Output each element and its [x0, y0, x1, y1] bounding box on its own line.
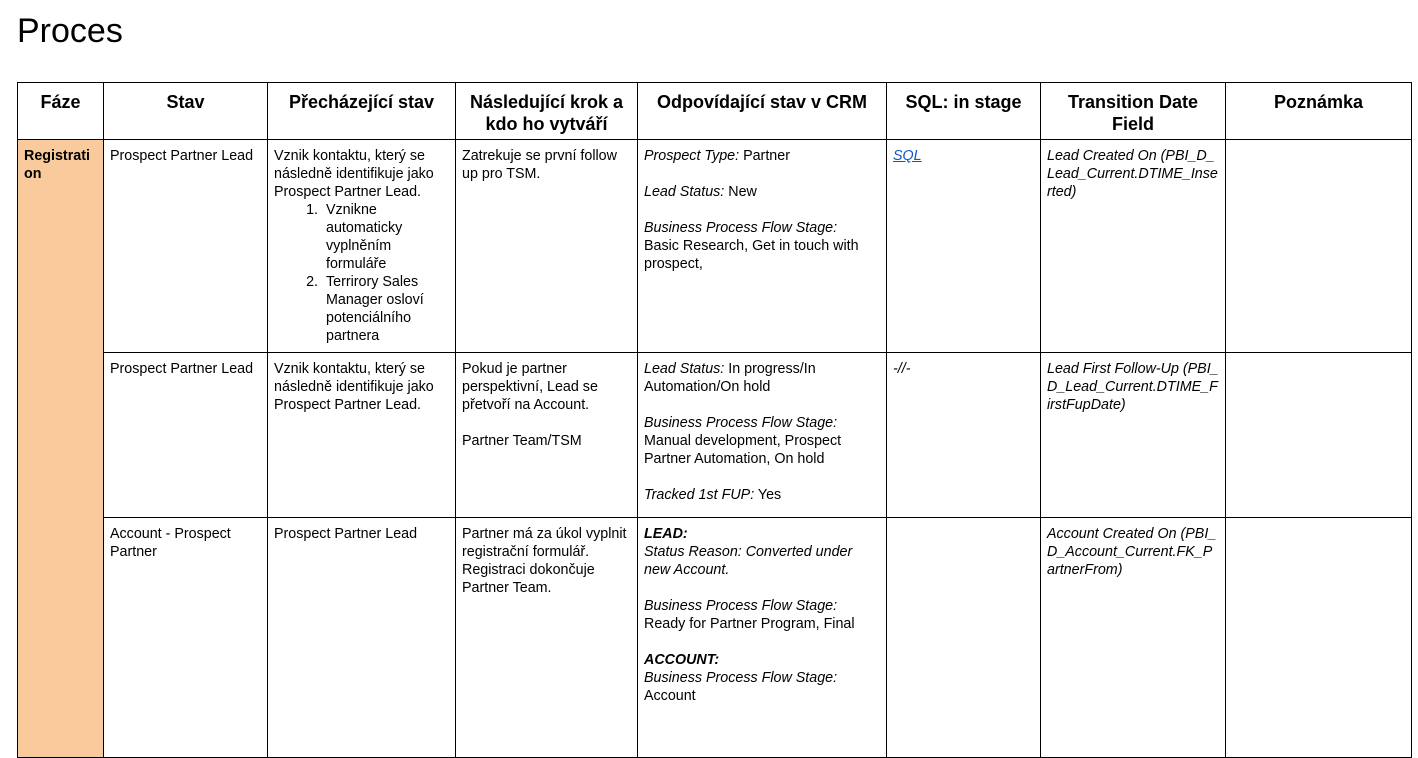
- cell-sql: [887, 518, 1041, 758]
- sql-link[interactable]: SQL: [893, 148, 922, 164]
- header-prechazejici: Přecházející stav: [268, 83, 456, 140]
- header-sql: SQL: in stage: [887, 83, 1041, 140]
- crm-key: Lead Status:: [644, 361, 725, 377]
- cell-stav: Prospect Partner Lead: [104, 140, 268, 353]
- cell-crm: [638, 140, 887, 353]
- crm-heading-lead: LEAD:: [644, 526, 688, 542]
- crm-value: Manual development, Prospect Partner Automation, On hold: [644, 433, 842, 467]
- process-table: [17, 82, 1412, 758]
- crm-value: Yes: [754, 487, 782, 503]
- cell-sql: -//-: [887, 353, 1041, 518]
- cell-poznamka: [1226, 518, 1412, 758]
- cell-poznamka: [1226, 140, 1412, 353]
- cell-transition: Lead First Follow-Up (PBI_D_Lead_Current.DTIME_FirstFupDate): [1041, 353, 1226, 518]
- header-poznamka: Poznámka: [1226, 83, 1412, 140]
- header-stav: Stav: [104, 83, 268, 140]
- cell-prechazejici: Vznik kontaktu, který se následně identifikuje jako Prospect Partner Lead.: [268, 353, 456, 518]
- step-item: 2. Terrirory Sales Manager osloví potenciálního partnera: [322, 273, 449, 345]
- crm-value: Ready for Partner Program, Final: [644, 616, 855, 632]
- nasledujici-owner: Partner Team/TSM: [462, 433, 582, 449]
- crm-key: Business Process Flow Stage:: [644, 670, 838, 686]
- crm-heading-account: ACCOUNT:: [644, 652, 720, 668]
- crm-value: Partner: [739, 148, 790, 164]
- cell-crm: [638, 353, 887, 518]
- crm-key: Business Process Flow Stage:: [644, 598, 838, 614]
- crm-value: New: [724, 184, 757, 200]
- cell-transition: Lead Created On (PBI_D_Lead_Current.DTIME_Inserted): [1041, 140, 1226, 353]
- crm-value: Account: [644, 688, 696, 704]
- steps-list: [274, 201, 449, 345]
- crm-value: In progress/In Automation/On hold: [644, 361, 816, 395]
- prechazejici-text: Vznik kontaktu, který se následně identifikuje jako Prospect Partner Lead.: [274, 148, 434, 200]
- header-nasledujici: Následující krok a kdo ho vytváří: [456, 83, 638, 140]
- cell-nasledujici: Partner má za úkol vyplnit registrační formulář. Registraci dokončuje Partner Team.: [456, 518, 638, 758]
- header-transition: Transition Date Field: [1041, 83, 1226, 140]
- cell-prechazejici: Prospect Partner Lead: [268, 518, 456, 758]
- nasledujici-text: Pokud je partner perspektivní, Lead se přetvoří na Account.: [462, 361, 598, 413]
- crm-value: Basic Research, Get in touch with prospect,: [644, 238, 859, 272]
- phase-cell: Registration: [18, 140, 104, 758]
- cell-nasledujici: [456, 353, 638, 518]
- cell-crm: [638, 518, 887, 758]
- crm-key: Tracked 1st FUP:: [644, 487, 755, 503]
- cell-sql: [887, 140, 1041, 353]
- table-row: [18, 353, 1412, 518]
- cell-stav: Account - Prospect Partner: [104, 518, 268, 758]
- header-crm: Odpovídající stav v CRM: [638, 83, 887, 140]
- step-item: 1. Vznikne automaticky vyplněním formuláře: [322, 201, 449, 273]
- header-faze: Fáze: [18, 83, 104, 140]
- crm-key: Prospect Type:: [644, 148, 740, 164]
- cell-nasledujici: Zatrekuje se první follow up pro TSM.: [456, 140, 638, 353]
- cell-poznamka: [1226, 353, 1412, 518]
- table-row: [18, 518, 1412, 758]
- crm-status-reason: Status Reason: Converted under new Account.: [644, 544, 853, 578]
- header-row: [18, 83, 1412, 140]
- cell-transition: Account Created On (PBI_D_Account_Current.FK_PartnerFrom): [1041, 518, 1226, 758]
- cell-prechazejici: [268, 140, 456, 353]
- crm-key: Lead Status:: [644, 184, 725, 200]
- crm-key: Business Process Flow Stage:: [644, 415, 838, 431]
- table-row: [18, 140, 1412, 353]
- page-title: Proces: [17, 12, 123, 50]
- cell-stav: Prospect Partner Lead: [104, 353, 268, 518]
- crm-key: Business Process Flow Stage:: [644, 220, 838, 236]
